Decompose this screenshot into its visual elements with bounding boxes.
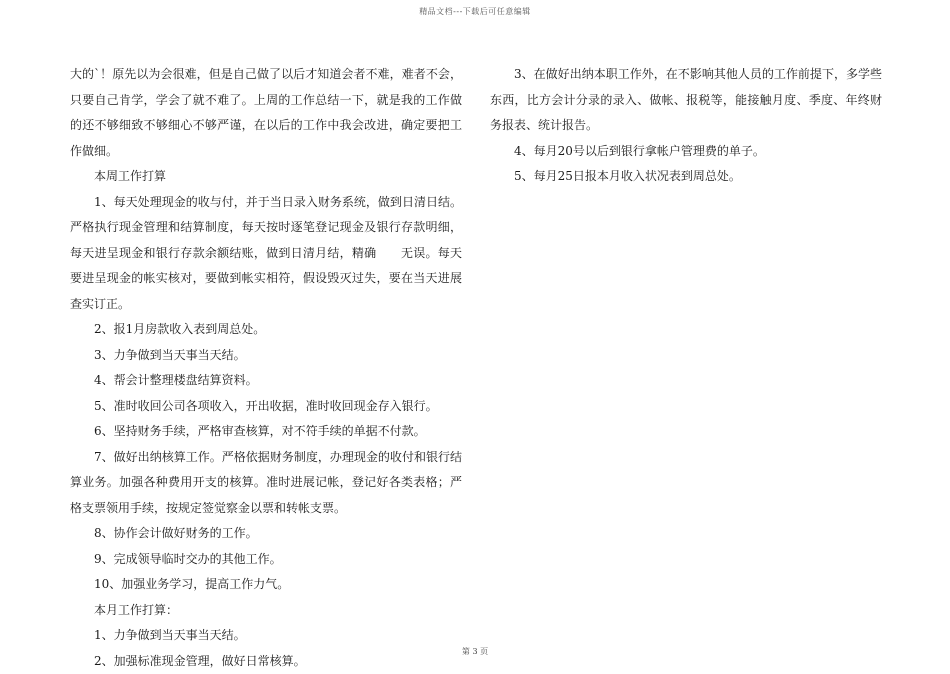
section-heading-month: 本月工作打算： bbox=[70, 598, 462, 624]
list-item: 7、做好出纳核算工作。严格依据财务制度，办理现金的收付和银行结算业务。加强各种费用开支的核算。准时进展记帐，登记好各类表格；严格支票领用手续，按规定签觉察金以票和转帐支票。 bbox=[70, 445, 462, 522]
list-item: 2、报1月房款收入表到周总处。 bbox=[70, 317, 462, 343]
list-item: 6、坚持财务手续，严格审查核算，对不符手续的单据不付款。 bbox=[70, 419, 462, 445]
list-item: 9、完成领导临时交办的其他工作。 bbox=[70, 547, 462, 573]
list-item: 10、加强业务学习，提高工作力气。 bbox=[70, 572, 462, 598]
right-column bbox=[490, 62, 882, 190]
list-item: 4、帮会计整理楼盘结算资料。 bbox=[70, 368, 462, 394]
page-header: 精品文档---下载后可任意编辑 bbox=[0, 6, 950, 17]
paragraph: 1、每天处理现金的收与付，并于当日录入财务系统，做到日清日结。严格执行现金管理和结算制度，每天按时逐笔登记现金及银行存款明细，每天进呈现金和银行存款余额结账，做到日清月结，精确 无误。每天要进呈现金的帐实核对，要做到帐实相符，假设毁灭过失，要在当天进展查实订正。 bbox=[70, 190, 462, 318]
list-item: 3、力争做到当天事当天结。 bbox=[70, 343, 462, 369]
list-item: 4、每月20号以后到银行拿帐户管理费的单子。 bbox=[490, 139, 882, 165]
list-item: 2、加强标准现金管理，做好日常核算。 bbox=[70, 649, 462, 674]
list-item: 1、力争做到当天事当天结。 bbox=[70, 623, 462, 649]
section-heading-week: 本周工作打算 bbox=[70, 164, 462, 190]
left-column bbox=[70, 62, 462, 674]
list-item: 5、每月25日报本月收入状况表到周总处。 bbox=[490, 164, 882, 190]
list-item: 8、协作会计做好财务的工作。 bbox=[70, 521, 462, 547]
list-item: 3、在做好出纳本职工作外，在不影响其他人员的工作前提下，多学些东西，比方会计分录的录入、做帐、报税等，能接触月度、季度、年终财务报表、统计报告。 bbox=[490, 62, 882, 139]
page-number: 第 3 页 bbox=[0, 646, 950, 657]
list-item: 5、准时收回公司各项收入，开出收据，准时收回现金存入银行。 bbox=[70, 394, 462, 420]
paragraph: 大的`！原先以为会很难，但是自己做了以后才知道会者不难，难者不会，只要自己肯学，学会了就不难了。上周的工作总结一下，就是我的工作做的还不够细致不够细心不够严谨，在以后的工作中我会改进，确定要把工作做细。 bbox=[70, 62, 462, 164]
